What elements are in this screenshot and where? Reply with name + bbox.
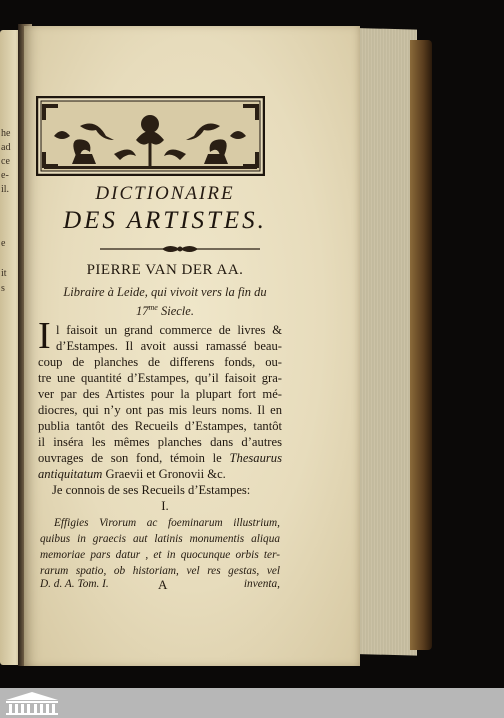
entry-subtitle-superscript: me — [148, 303, 158, 312]
body-line: il inséra les mêmes planches dans d’autres — [38, 435, 282, 449]
left-page-fragment: it — [1, 268, 7, 279]
body-line: d’Estampes. Il avoit aussi ramassé beau- — [56, 339, 282, 353]
signature-line — [40, 578, 280, 590]
entry-heading: PIERRE VAN DER AA. — [86, 262, 244, 278]
entry-subtitle-word: Siecle. — [157, 304, 194, 319]
entry-subtitle — [36, 284, 294, 319]
entry-subtitle-century: 17 — [136, 304, 149, 319]
body-line: tre une quantité d’Estampes, qu’il faisoit gra- — [38, 371, 282, 385]
book-title-line-1: DICTIONAIRE — [95, 183, 235, 204]
latin-line: memoriae pars datur , et in quocunque orbis ter- — [40, 549, 280, 561]
left-page-fragment: e — [1, 238, 6, 249]
book-title-line-2: DES ARTISTES. — [63, 207, 267, 234]
body-line: l faisoit un grand commerce de livres & — [56, 323, 282, 337]
latin-line: Effigies Virorum ac foeminarum illustrium, — [54, 517, 280, 529]
left-page-fragment: il. — [1, 184, 10, 195]
latin-title-text — [40, 515, 280, 579]
book-cover-edge — [410, 40, 432, 650]
recueils-line: Je connois de ses Recueils d’Estampes: — [52, 483, 251, 497]
latin-line: rarum spatio, ob historiam, vel res gestas, vel — [40, 565, 280, 577]
ornamental-rule-icon — [100, 243, 260, 255]
body-line — [38, 466, 282, 482]
antiquitatum-word: antiquitatum — [38, 467, 103, 481]
left-page-fragment: s — [1, 283, 5, 294]
body-line: diocres, qui n’y ont pas mis leurs noms. Il en — [38, 403, 282, 417]
graevii-text: Graevii et Gronovii &c. — [102, 467, 226, 481]
library-building-logo-icon — [4, 690, 60, 716]
ornamental-headpiece-icon — [36, 96, 265, 176]
entry-body-text — [38, 322, 282, 498]
page-fore-edge — [355, 28, 417, 656]
left-page-fragment: ad — [1, 142, 11, 153]
body-line: coup de planches de differens fonds, ou- — [38, 355, 282, 369]
left-page-fragment: he — [1, 128, 11, 139]
catchword: inventa, — [243, 578, 280, 590]
viewer-footer-bar — [0, 688, 504, 718]
left-page-fragment: ce — [1, 156, 10, 167]
section-number: I. — [161, 498, 169, 513]
drop-capital: I — [38, 315, 51, 357]
body-line: ver par des Artistes pour la plupart fort mé- — [38, 387, 282, 401]
body-line — [38, 450, 282, 466]
latin-line: quibus in graecis aut latinis monumentis aliqua — [40, 533, 280, 545]
entry-subtitle-line: Libraire à Leide, qui vivoit vers la fin du — [63, 285, 267, 299]
signature-mark-left: D. d. A. Tom. I. — [40, 578, 109, 590]
body-line: publia tantôt des Recueils d’Estampes, tantôt — [38, 419, 282, 433]
left-page-fragment: e- — [1, 170, 9, 181]
thesaurus-word: Thesaurus — [229, 451, 282, 465]
signature-letter: A — [158, 577, 168, 592]
body-line-text: ouvrages de son fond, témoin le — [38, 451, 230, 465]
